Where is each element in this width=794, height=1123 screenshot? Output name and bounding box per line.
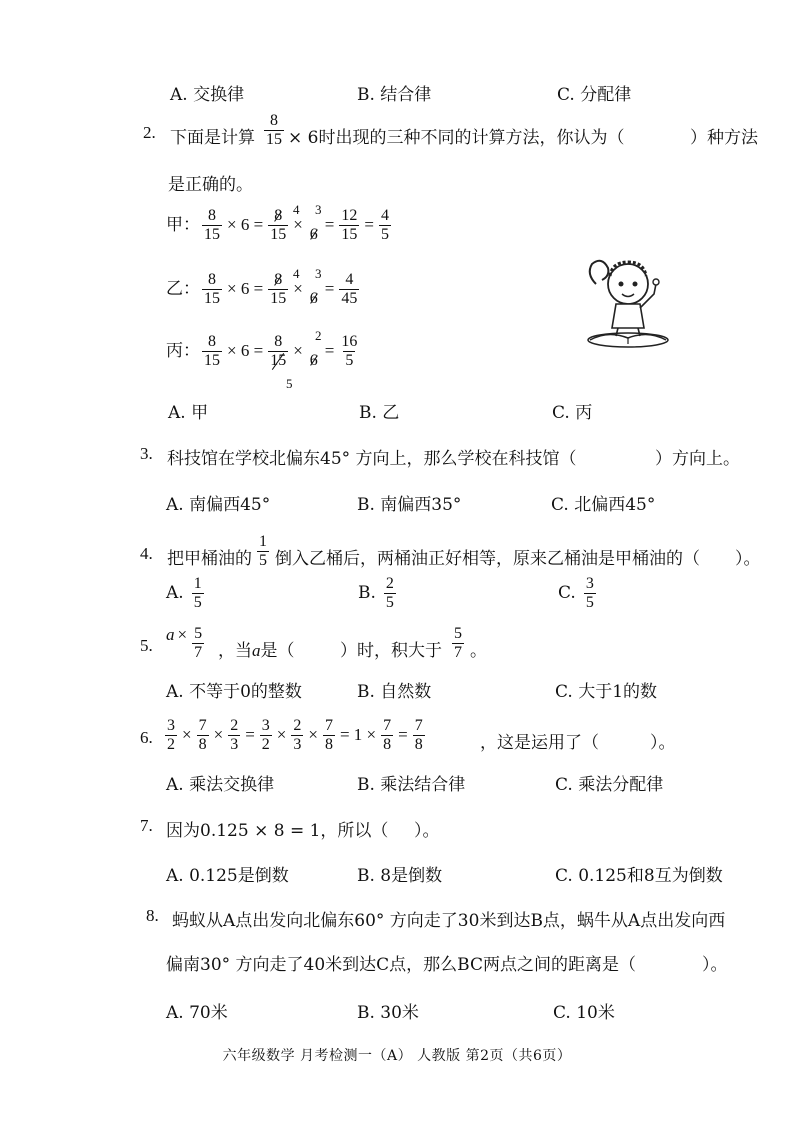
- q4-text-end: ）。: [735, 549, 761, 569]
- q8-option-a[interactable]: A. 70米: [166, 1003, 228, 1023]
- yi-label: 乙：: [166, 279, 200, 299]
- q6-number: 6.: [140, 728, 153, 747]
- q4-fraction: $\frac{1}{5}$: [259, 533, 267, 569]
- q7-option-c[interactable]: C. 0.125和8互为倒数: [555, 866, 723, 886]
- q2-method-yi: 乙： $\frac{8}{15}$ × 6 = $\frac{8}{15}$ × 6 = $\frac{4}{45}$ 4 3: [166, 266, 358, 307]
- q5-text-c: ）时，积大于: [340, 641, 442, 661]
- q7-number: 7.: [140, 816, 153, 835]
- q2-method-jia: 甲： $\frac{8}{15}$ × 6 = $\frac{8}{15}$ × 6 = $\frac{12}{15}$ = $\frac{4}{5}$ 4 3: [166, 202, 389, 243]
- q1-option-c[interactable]: C. 分配律: [557, 85, 632, 105]
- q8-option-b[interactable]: B. 30米: [357, 1003, 419, 1023]
- q8-line2-end: ）。: [702, 955, 728, 975]
- q8-line1: 蚂蚁从A点出发向北偏东60° 方向走了30米到达B点，蜗牛从A点出发向西: [172, 911, 726, 931]
- q4-text-b: 倒入乙桶后，两桶油正好相等，原来乙桶油是甲桶油的（: [275, 549, 700, 569]
- q2-option-c[interactable]: C. 丙: [552, 403, 593, 423]
- q8-line2: 偏南30° 方向走了40米到达C点，那么BC两点之间的距离是（: [166, 955, 636, 975]
- q3-option-c[interactable]: C. 北偏西45°: [551, 495, 656, 515]
- q5-expression: a × $\frac{5}{7}$: [166, 625, 203, 661]
- q3-text-end: ）方向上。: [655, 449, 740, 469]
- q7-text-end: ）。: [414, 821, 440, 841]
- q6-option-b[interactable]: B. 乘法结合律: [357, 775, 466, 795]
- q8-option-c[interactable]: C. 10米: [553, 1003, 615, 1023]
- q3-number: 3.: [140, 444, 153, 463]
- q2-method-bing: 丙： $\frac{8}{15}$ × 6 = $\frac{8}{15}$ × 6 = $\frac{16}{5}$ 2 5: [166, 328, 358, 391]
- q4-option-b[interactable]: B. $\frac{2}{5}$: [358, 575, 394, 611]
- q2-option-b[interactable]: B. 乙: [359, 403, 400, 423]
- q4-option-a[interactable]: A. $\frac{1}{5}$: [166, 575, 202, 611]
- sheep-illustration: [582, 254, 674, 350]
- q2-option-a[interactable]: A. 甲: [168, 403, 209, 423]
- q7-option-b[interactable]: B. 8是倒数: [357, 866, 443, 886]
- q6-option-c[interactable]: C. 乘法分配律: [555, 775, 664, 795]
- q6-text-end: ）。: [650, 733, 676, 753]
- q2-text-d: 是正确的。: [168, 175, 253, 195]
- q1-option-a[interactable]: A. 交换律: [170, 85, 245, 105]
- q4-number: 4.: [140, 544, 153, 563]
- q4-text-a: 把甲桶油的: [167, 549, 252, 569]
- q2-text-c: ）种方法: [690, 128, 758, 148]
- q5-number: 5.: [140, 636, 153, 655]
- q5-text-a: ，当a是（: [218, 641, 295, 661]
- q6-text: ，这是运用了（: [480, 733, 599, 753]
- q3-option-b[interactable]: B. 南偏西35°: [357, 495, 462, 515]
- q5-option-a[interactable]: A. 不等于0的整数: [166, 682, 302, 702]
- jia-label: 甲：: [166, 215, 200, 235]
- q2-number: 2.: [143, 123, 156, 142]
- q3-text: 科技馆在学校北偏东45° 方向上，那么学校在科技馆（: [167, 449, 577, 469]
- q6-expression: $\frac{3}{2}$ × $\frac{7}{8}$ × $\frac{2}{3}$ = $\frac{3}{2}$ × $\frac{2}{3}$ × $\frac{7}{8}$ = 1 × $\frac{7}{8}$ = $\frac{7}{8}$: [167, 717, 423, 753]
- q5-fraction: $\frac{5}{7}$: [454, 625, 462, 661]
- bing-label: 丙：: [166, 341, 200, 361]
- q2-text-b: × 6时出现的三种不同的计算方法，你认为（: [288, 128, 625, 148]
- q8-number: 8.: [146, 906, 159, 925]
- page-footer: 六年级数学 月考检测一（A） 人教版 第2页（共6页）: [222, 1048, 572, 1064]
- q3-option-a[interactable]: A. 南偏西45°: [166, 495, 271, 515]
- q7-option-a[interactable]: A. 0.125是倒数: [166, 866, 289, 886]
- q2-text-a: 下面是计算: [170, 128, 255, 148]
- q5-option-c[interactable]: C. 大于1的数: [555, 682, 658, 702]
- q4-option-c[interactable]: C. $\frac{3}{5}$: [558, 575, 594, 611]
- q7-text: 因为0.125 × 8 = 1，所以（: [166, 821, 389, 841]
- q2-fraction: $\frac{8}{15}$: [266, 112, 282, 148]
- q6-option-a[interactable]: A. 乘法交换律: [166, 775, 275, 795]
- q1-option-b[interactable]: B. 结合律: [357, 85, 432, 105]
- q5-option-b[interactable]: B. 自然数: [357, 682, 432, 702]
- q5-end: 。: [470, 641, 487, 661]
